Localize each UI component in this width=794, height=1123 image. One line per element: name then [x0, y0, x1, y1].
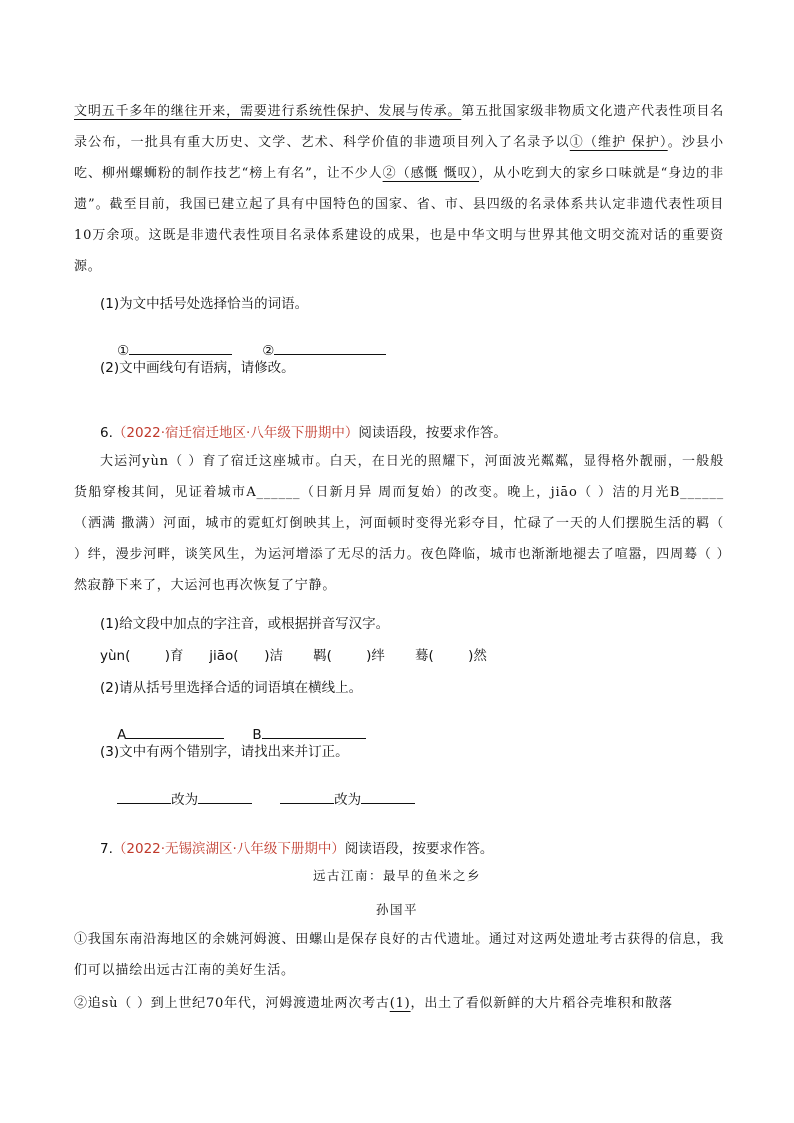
article-paragraph-2: [74, 988, 724, 1019]
question-source: （2022·宿迁宿迁地区·八年级下册期中）: [112, 425, 359, 441]
q5-sub1: (1)为文中括号处选择恰当的词语。: [100, 296, 309, 312]
q6-header: [100, 421, 507, 441]
question-number: 6.: [100, 425, 113, 441]
article-paragraph-1: ①我国东南沿海地区的余姚河姆渡、田螺山是保存良好的古代遗址。通过对这两处遗址考古获得的信息，我们可以描绘出远古江南的美好生活。: [74, 932, 724, 978]
question-number: 7.: [100, 841, 113, 857]
fill-blank-b[interactable]: [262, 724, 366, 739]
answer-blank-1[interactable]: [129, 340, 232, 355]
option-2-words: ②（感慨 慨叹）: [382, 166, 480, 181]
change-to-label: 改为: [171, 792, 199, 808]
question-source: （2022·无锡滨湖区·八年级下册期中）: [112, 841, 345, 857]
blank-mark-1: (1): [389, 996, 411, 1011]
passage-5: [74, 96, 724, 282]
q6-correction-row: [100, 772, 415, 824]
q6-pinyin-items: yùn( )育 jiāo( )洁 羁( )绊 蓦( )然: [100, 648, 487, 664]
paragraph-text: ，出土了看似新鲜的大片稻谷壳堆积和散落: [410, 996, 673, 1011]
wrong-char-blank-1[interactable]: [117, 789, 171, 804]
paragraph-text: ②追sù（ ）到上世纪70年代，河姆渡遗址两次考古: [74, 996, 390, 1011]
q6-sub3: (3)文中有两个错别字，请找出来并订正。: [100, 744, 349, 760]
q5-sub2: (2)文中画线句有语病，请修改。: [100, 360, 295, 376]
article-title: 远古江南：最早的鱼米之乡: [312, 868, 481, 883]
question-instruction: 阅读语段，按要求作答。: [358, 425, 507, 441]
article-author: 孙国平: [375, 902, 418, 917]
passage-text: ，从小吃到大的家乡口味就是“身边的非遗”。截至目前，我国已建立起了具有中国特色的国家、省、市、县四级的名录体系共认定非遗代表性项目10万余项。这既是非遗代表性项目名录体系建设的成果，也是中华文明与世界其他文明交流对话的重要资源。: [74, 166, 724, 274]
q6-sub1: (1)给文段中加点的字注音，或根据拼音写汉字。: [100, 616, 390, 632]
passage-6: 大运河yùn（ ）育了宿迁这座城市。白天，在日光的照耀下，河面波光粼粼，显得格外靓丽，一般般货船穿梭其间，见证着城市A______（日新月异 周而复始）的改变。晚上，jiāo（ ）洁的月光B______（洒满 撒满）河面，城市的霓虹灯倒映其上，河面顿时变得光彩夺目，忙碌了一天的人们摆脱生活的羁（ ）绊，漫步河畔，谈笑风生，为运河增添了无尽的活力。夜色降临，城市也渐渐地褪去了喧嚣，四周蓦（ ）然寂静下来了，大运河也再次恢复了宁静。: [74, 454, 724, 593]
correct-char-blank-2[interactable]: [361, 789, 415, 804]
fill-label-a: A: [117, 727, 127, 743]
fill-blank-a[interactable]: [126, 724, 224, 739]
correct-char-blank-1[interactable]: [198, 789, 252, 804]
underlined-sentence: 文明五千多年的继往开来，需要进行系统性保护、发展与传承。: [74, 104, 462, 119]
answer-label-2: ②: [262, 343, 275, 359]
q6-sub2: (2)请从括号里选择合适的词语填在横线上。: [100, 680, 363, 696]
answer-blank-2[interactable]: [274, 340, 386, 355]
answer-label-1: ①: [117, 343, 130, 359]
question-instruction: 阅读语段，按要求作答。: [344, 841, 494, 857]
passage-text: 第五批国家级非物质文化遗产代表性项目名录公布，一批具有重大历史、文学、艺术、科学价值的非遗项目列入了名录予以: [74, 104, 724, 150]
option-1-words: ①（维护 保护）: [569, 135, 668, 150]
wrong-char-blank-2[interactable]: [280, 789, 334, 804]
change-to-label: 改为: [334, 792, 362, 808]
fill-label-b: B: [252, 727, 262, 743]
passage-text: 。沙县小吃、柳州螺蛳粉的制作技艺“榜上有名”，让不少人: [74, 135, 724, 181]
q7-header: [100, 837, 493, 857]
